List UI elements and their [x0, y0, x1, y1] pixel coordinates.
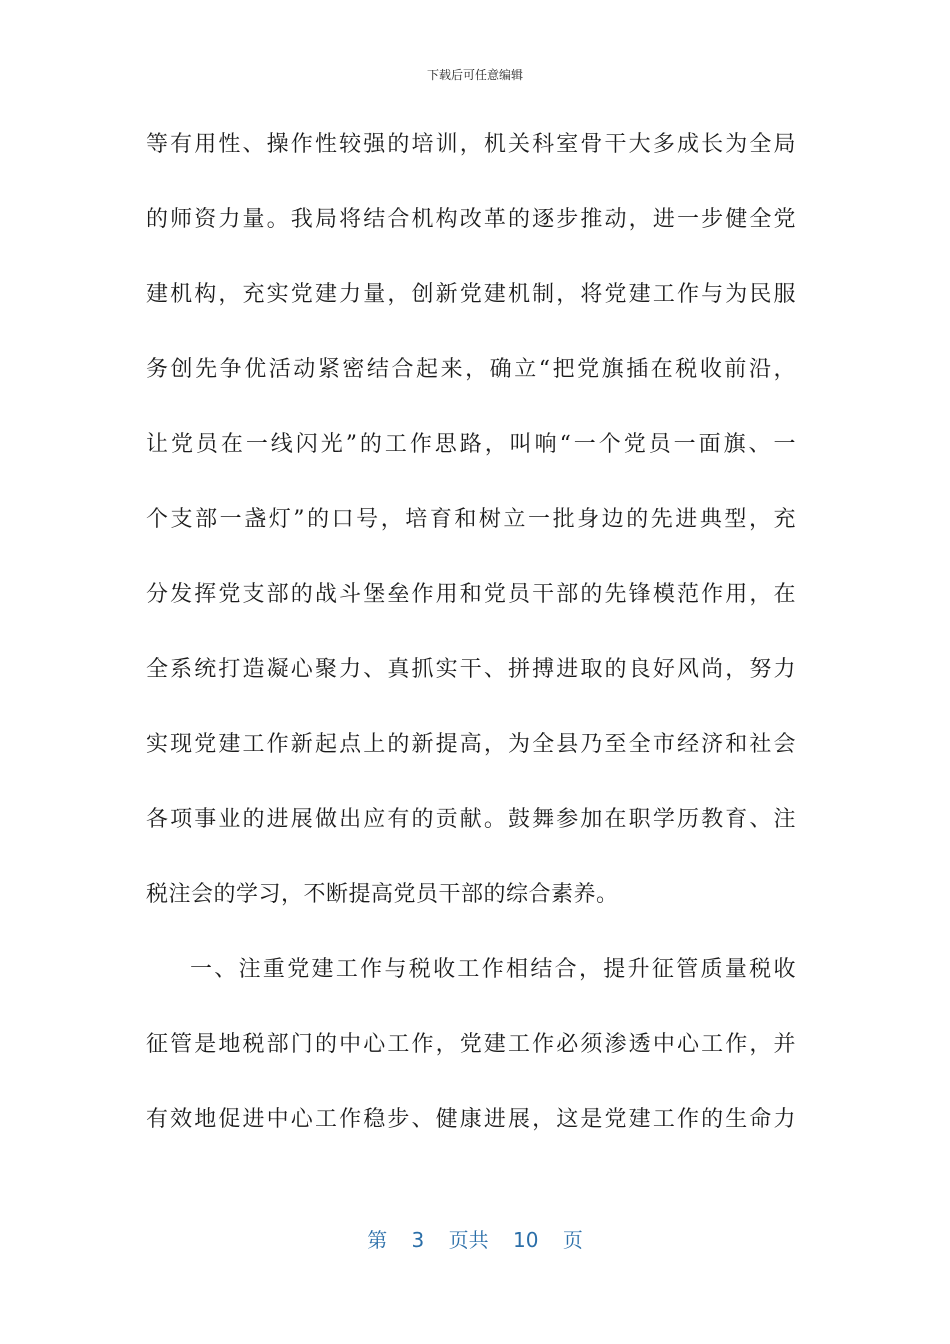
text-line: 各项事业的进展做出应有的贡献。鼓舞参加在职学历教育、注	[146, 807, 796, 832]
page-header-note: 下载后可任意编辑	[426, 68, 523, 82]
text-line: 征管是地税部门的中心工作，党建工作必须渗透中心工作，并	[146, 1032, 796, 1057]
footer-total-pages: 10	[513, 1228, 539, 1252]
text-line: 实现党建工作新起点上的新提高，为全县乃至全市经济和社会	[146, 732, 796, 757]
text-line: 全系统打造凝心聚力、真抓实干、拼搏进取的良好风尚，努力	[146, 657, 796, 682]
text-line: 个支部一盏灯”的口号，培育和树立一批身边的先进典型，充	[146, 507, 796, 532]
text-line: 务创先争优活动紧密结合起来，确立“把党旗插在税收前沿，	[146, 357, 796, 382]
text-line: 建机构，充实党建力量，创新党建机制，将党建工作与为民服	[146, 282, 796, 307]
footer-prefix: 第	[367, 1228, 388, 1252]
footer-suffix: 页	[562, 1228, 583, 1252]
footer-page-number: 3	[411, 1228, 425, 1252]
section-heading-line: 一、注重党建工作与税收工作相结合，提升征管质量税收	[190, 957, 796, 982]
text-line: 等有用性、操作性较强的培训，机关科室骨干大多成长为全局	[146, 132, 796, 157]
document-body	[146, 120, 796, 1170]
text-line: 让党员在一线闪光”的工作思路，叫响“一个党员一面旗、一	[146, 432, 796, 457]
text-line: 的师资力量。我局将结合机构改革的逐步推动，进一步健全党	[146, 207, 796, 232]
page-footer	[0, 1224, 950, 1253]
text-line: 有效地促进中心工作稳步、健康进展，这是党建工作的生命力	[146, 1107, 796, 1132]
text-line: 分发挥党支部的战斗堡垒作用和党员干部的先锋模范作用，在	[146, 582, 796, 607]
footer-middle: 页共	[448, 1228, 489, 1252]
text-line: 税注会的学习，不断提高党员干部的综合素养。	[146, 882, 619, 907]
